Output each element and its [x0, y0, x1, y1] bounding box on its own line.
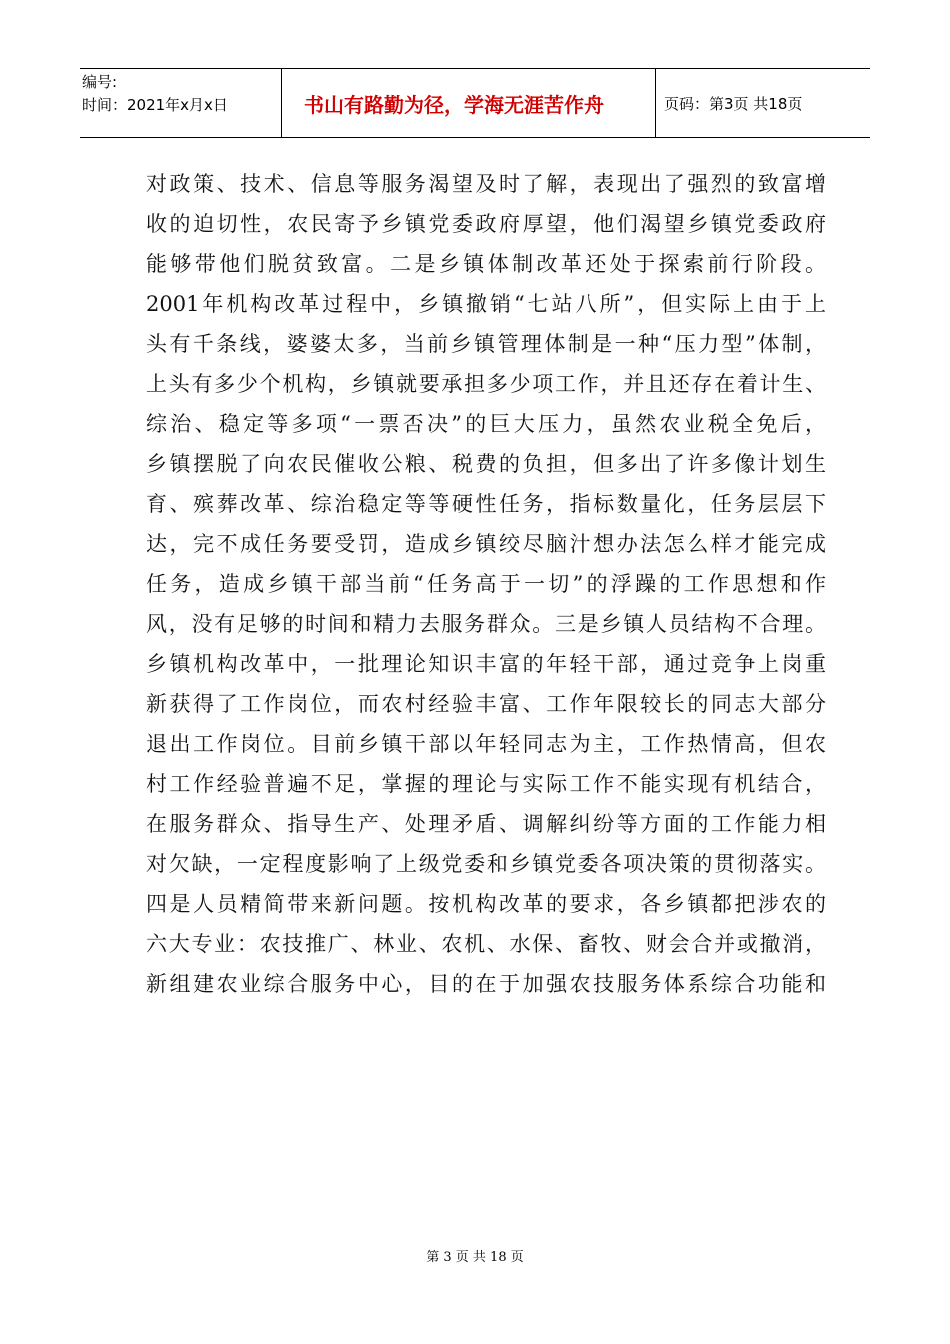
- document-number-label: 编号:: [82, 73, 118, 91]
- body-line: 头有千条线，婆婆太多，当前乡镇管理体制是一种“压力型”体制，: [146, 332, 826, 356]
- header-page-info: 页码：第3页 共18页: [664, 94, 803, 113]
- body-line: 乡镇摆脱了向农民催收公粮、税费的负担，但多出了许多像计划生: [146, 452, 826, 476]
- body-line: 达，完不成任务要受罚，造成乡镇绞尽脑汁想办法怎么样才能完成: [146, 532, 826, 556]
- body-line: 对欠缺，一定程度影响了上级党委和乡镇党委各项决策的贯彻落实。: [146, 852, 826, 876]
- body-line: 风，没有足够的时间和精力去服务群众。三是乡镇人员结构不合理。: [146, 612, 826, 636]
- body-line: 2001年机构改革过程中，乡镇撤销“七站八所”，但实际上由于上: [146, 292, 826, 316]
- header-motto-cell: [282, 69, 656, 137]
- page-footer: 第 3 页 共 18 页: [426, 1250, 524, 1265]
- header-meta-cell: [80, 69, 282, 137]
- header-page-cell: [656, 69, 870, 137]
- body-line: 新获得了工作岗位，而农村经验丰富、工作年限较长的同志大部分: [146, 692, 826, 716]
- body-line: 任务，造成乡镇干部当前“任务高于一切”的浮躁的工作思想和作: [146, 572, 826, 596]
- body-line: 育、殡葬改革、综治稳定等等硬性任务，指标数量化，任务层层下: [146, 492, 826, 516]
- header-motto: 书山有路勤为径，学海无涯苦作舟: [304, 92, 604, 117]
- body-line: 退出工作岗位。目前乡镇干部以年轻同志为主，工作热情高，但农: [146, 732, 826, 756]
- body-line: 综治、稳定等多项“一票否决”的巨大压力，虽然农业税全免后，: [146, 412, 826, 436]
- body-line: 六大专业：农技推广、林业、农机、水保、畜牧、财会合并或撤消，: [146, 932, 826, 956]
- body-line: 村工作经验普遍不足，掌握的理论与实际工作不能实现有机结合，: [146, 772, 826, 796]
- body-line: 在服务群众、指导生产、处理矛盾、调解纠纷等方面的工作能力相: [146, 812, 826, 836]
- document-body: [146, 164, 826, 1004]
- body-line: 新组建农业综合服务中心，目的在于加强农技服务体系综合功能和: [146, 972, 826, 996]
- body-line: 乡镇机构改革中，一批理论知识丰富的年轻干部，通过竞争上岗重: [146, 652, 826, 676]
- body-line: 能够带他们脱贫致富。二是乡镇体制改革还处于探索前行阶段。: [146, 252, 826, 276]
- body-line: 收的迫切性，农民寄予乡镇党委政府厚望，他们渴望乡镇党委政府: [146, 212, 826, 236]
- body-line: 上头有多少个机构，乡镇就要承担多少项工作，并且还存在着计生、: [146, 372, 826, 396]
- document-time-label: 时间：2021年x月x日: [82, 96, 228, 114]
- document-header: [80, 68, 870, 138]
- body-line: 四是人员精简带来新问题。按机构改革的要求，各乡镇都把涉农的: [146, 892, 826, 916]
- body-line: 对政策、技术、信息等服务渴望及时了解，表现出了强烈的致富增: [146, 172, 826, 196]
